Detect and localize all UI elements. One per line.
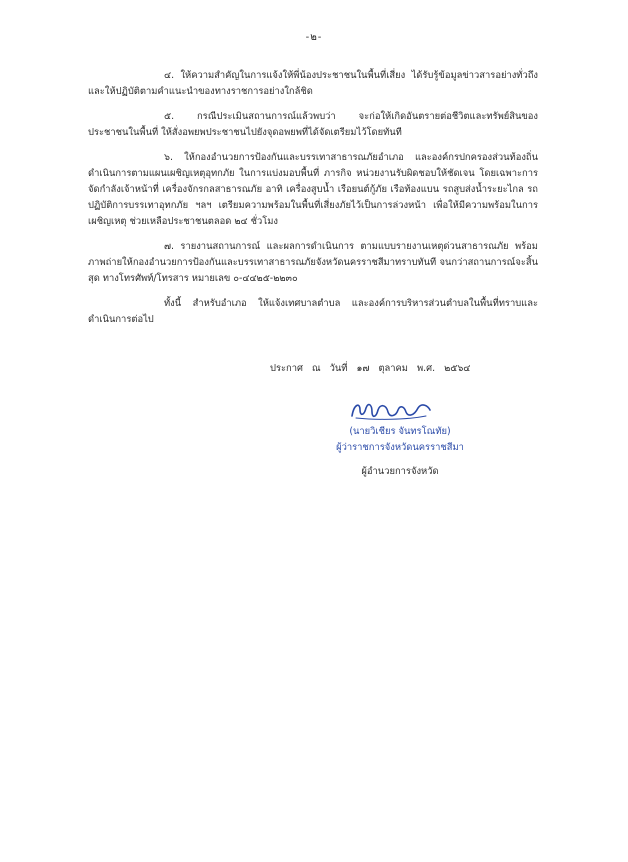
- page-number: -๒-: [305, 32, 323, 43]
- paragraph-item-6: ๖. ให้กองอำนวยการป้องกันและบรรเทาสาธารณภัยอำเภอ และองค์กรปกครองส่วนท้องถิ่น ดำเนินการตามแผนเผชิญเหตุอุทกภัย ในการแบ่งมอบพื้นที่ ภารกิจ หน่วยงานรับผิดชอบให้ชัดเจน โดยเฉพาะการจัดกำลังเจ้าหน้าที่ เครื่องจักรกลสาธารณภัย อาทิ เครื่องสูบน้ำ เรือยนต์กู้ภัย เรือท้องแบน รถสูบส่งน้ำระยะไกล รถปฏิบัติการบรรเทาอุทกภัย ฯลฯ เตรียมความพร้อมในพื้นที่เสี่ยงภัยไว้เป็นการล่วงหน้า เพื่อให้มีความพร้อมในการเผชิญเหตุ ช่วยเหลือประชาชนตลอด ๒๔ ชั่วโมง: [88, 152, 538, 227]
- announcement-at: ณ: [311, 363, 321, 374]
- signer-name: (นายวิเชียร จันทรโณทัย): [349, 426, 451, 437]
- announcement-day-label: วันที่: [329, 363, 348, 374]
- announcement-year: ๒๕๖๔: [444, 363, 471, 374]
- paragraph-item-4: ๔. ให้ความสำคัญในการแจ้งให้พี่น้องประชาชนในพื้นที่เสี่ยง ได้รับรู้ข้อมูลข่าวสารอย่างทั่วถึง และให้ปฏิบัติตามคำแนะนำของทางราชการอย่างใกล้ชิด: [88, 70, 538, 97]
- paragraph-item-5: ๕. กรณีประเมินสถานการณ์แล้วพบว่า จะก่อให้เกิดอันตรายต่อชีวิตและทรัพย์สินของประชาชนในพื้นที่ ให้สั่งอพยพประชาชนไปยังจุดอพยพที่ได้จัดเตรียมไว้โดยทันที: [88, 111, 538, 138]
- announcement-day: ๑๗: [356, 363, 370, 374]
- announcement-prefix: ประกาศ: [270, 363, 303, 374]
- paragraph-closing: ทั้งนี้ สำหรับอำเภอ ให้แจ้งเทศบาลตำบล และองค์การบริหารส่วนตำบลในพื้นที่ทราบและดำเนินการต่อไป: [88, 298, 538, 325]
- body-text: [88, 68, 538, 337]
- signer-role: ผู้อำนวยการจังหวัด: [361, 466, 439, 477]
- announcement-month: ตุลาคม: [378, 363, 408, 374]
- announcement-date-line: [270, 361, 510, 376]
- signer-title: ผู้ว่าราชการจังหวัดนครราชสีมา: [336, 442, 464, 453]
- paragraph-item-7: ๗. รายงานสถานการณ์ และผลการดำเนินการ ตามแบบรายงานเหตุด่วนสาธารณภัย พร้อมภาพถ่ายให้กองอำนวยการป้องกันและบรรเทาสาธารณภัยจังหวัดนครราชสีมาทราบทันที จนกว่าสถานการณ์จะสิ้นสุด ทางโทรศัพท์/โทรสาร หมายเลข ๐-๔๔๒๕-๒๒๓๐: [88, 241, 538, 284]
- announcement-era: พ.ศ.: [416, 363, 436, 374]
- signature-image: [346, 396, 436, 424]
